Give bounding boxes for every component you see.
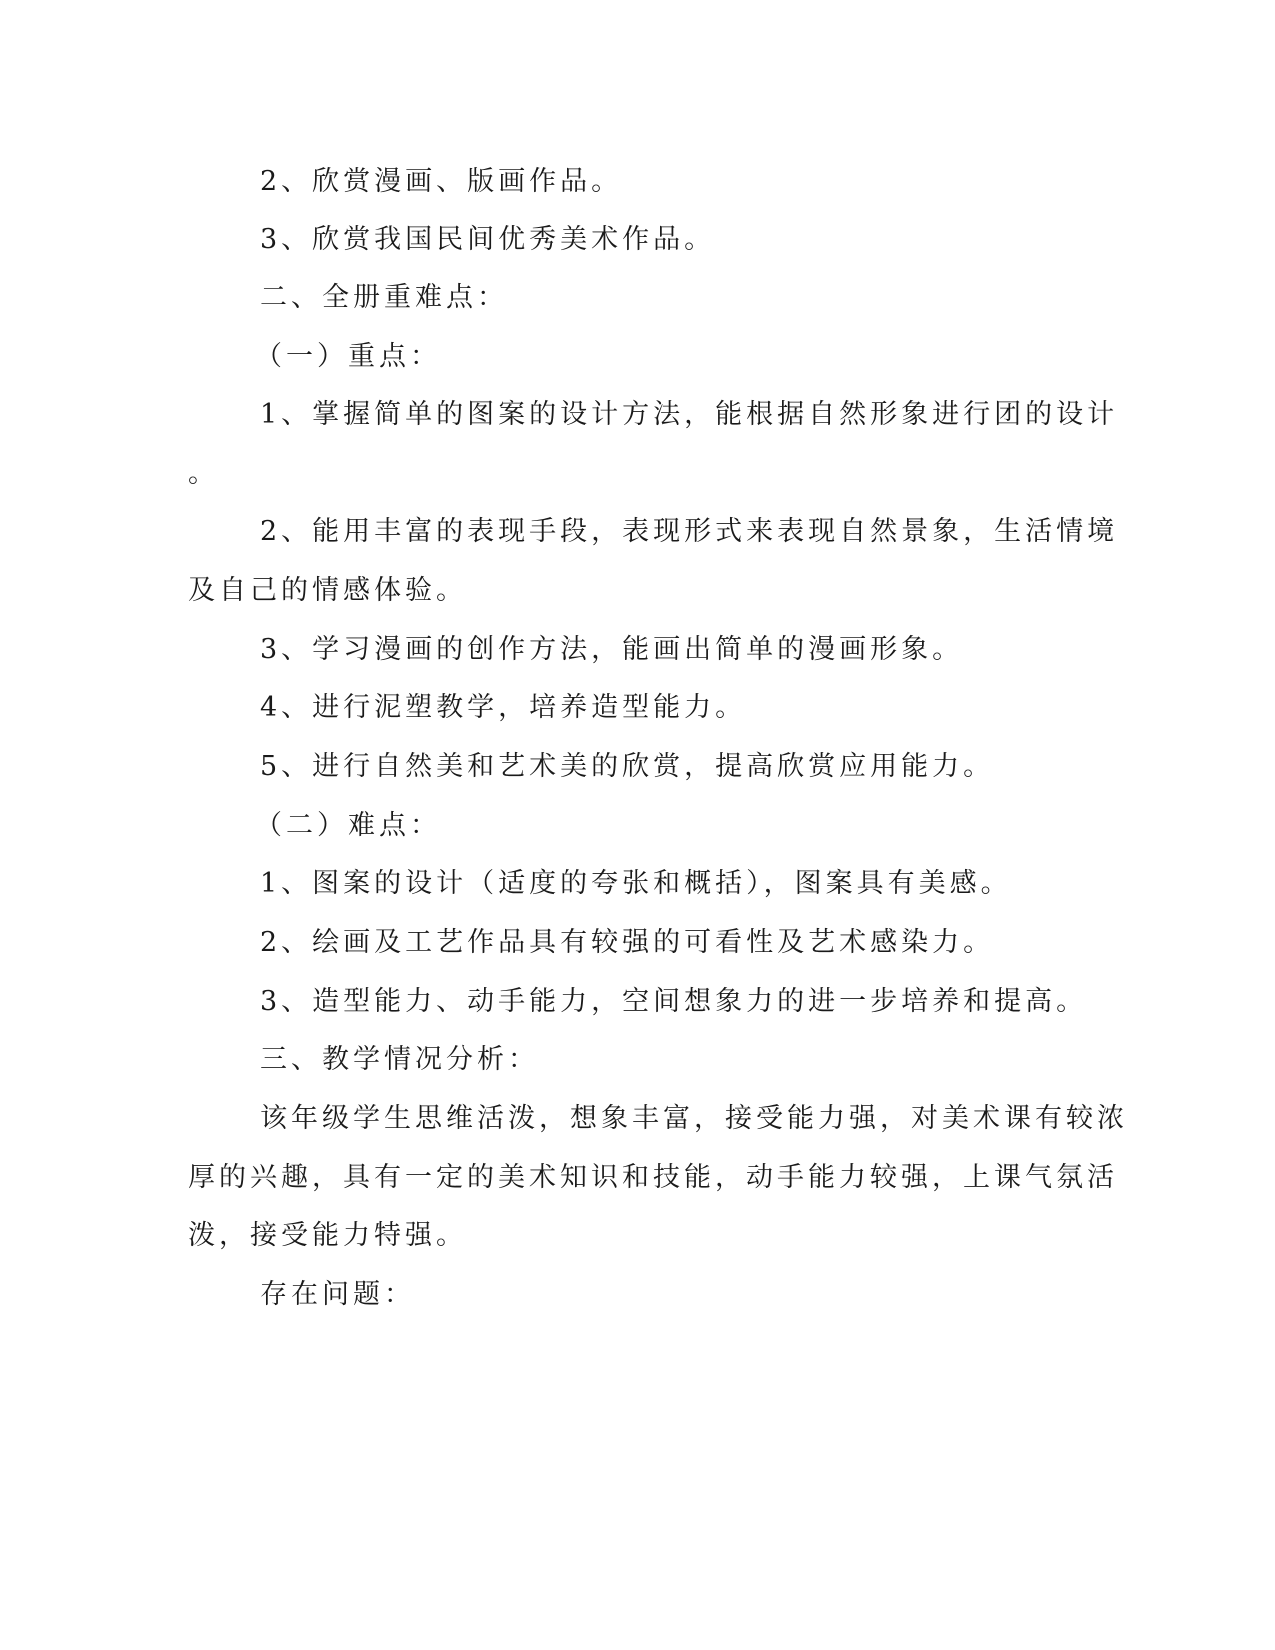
key-point-1: 1、掌握简单的图案的设计方法，能根据自然形象进行团的设计 xyxy=(260,399,1119,430)
list-item-appreciate-folk-art: 3、欣赏我国民间优秀美术作品。 xyxy=(260,224,716,255)
key-point-4: 4、进行泥塑教学，培养造型能力。 xyxy=(260,692,747,723)
difficulty-1: 1、图案的设计（适度的夸张和概括），图案具有美感。 xyxy=(260,868,1012,899)
difficulty-2: 2、绘画及工艺作品具有较强的可看性及艺术感染力。 xyxy=(260,927,995,958)
key-point-3: 3、学习漫画的创作方法，能画出简单的漫画形象。 xyxy=(260,634,964,665)
analysis-paragraph-line-2: 厚的兴趣，具有一定的美术知识和技能，动手能力较强，上课气氛活 xyxy=(188,1162,1118,1193)
key-point-2-continuation: 及自己的情感体验。 xyxy=(188,575,467,606)
key-point-1-continuation: 。 xyxy=(188,458,219,489)
key-point-5: 5、进行自然美和艺术美的欣赏，提高欣赏应用能力。 xyxy=(260,751,995,782)
list-item-appreciate-comics: 2、欣赏漫画、版画作品。 xyxy=(260,166,623,197)
analysis-paragraph-line-3: 泼，接受能力特强。 xyxy=(188,1220,467,1251)
section-heading-key-difficulties: 二、全册重难点： xyxy=(260,282,508,313)
key-point-2: 2、能用丰富的表现手段，表现形式来表现自然景象，生活情境 xyxy=(260,516,1119,547)
subheading-difficulties: （二）难点： xyxy=(255,810,441,841)
existing-problems-heading: 存在问题： xyxy=(260,1279,415,1310)
analysis-paragraph-line-1: 该年级学生思维活泼，想象丰富，接受能力强，对美术课有较浓 xyxy=(260,1103,1128,1134)
difficulty-3: 3、造型能力、动手能力，空间想象力的进一步培养和提高。 xyxy=(260,986,1088,1017)
section-heading-teaching-analysis: 三、教学情况分析： xyxy=(260,1044,539,1075)
subheading-key-points: （一）重点： xyxy=(255,341,441,372)
